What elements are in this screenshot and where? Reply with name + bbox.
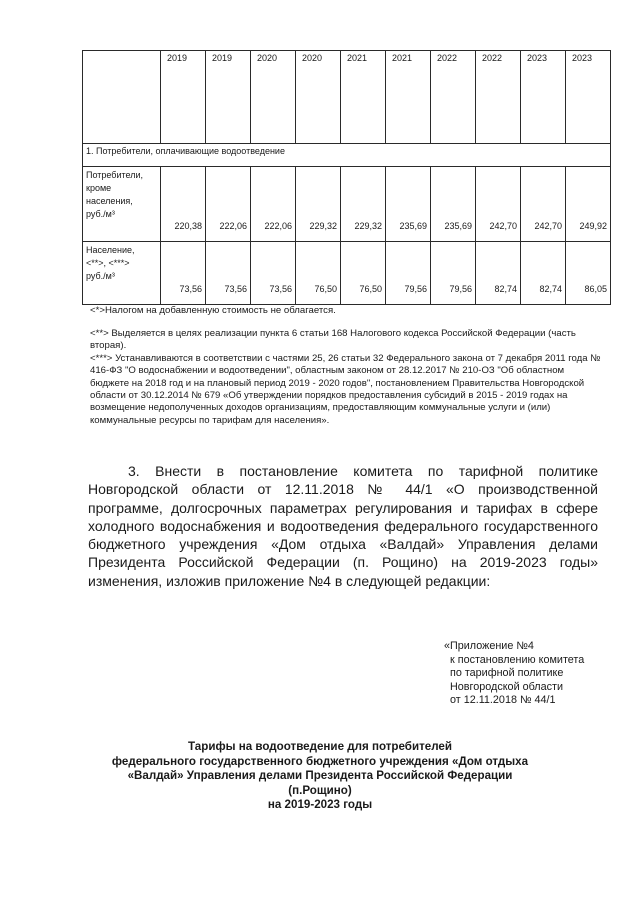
tariff-table bbox=[82, 50, 611, 305]
appendix-line: по тарифной политике bbox=[450, 667, 564, 680]
title-line: Тарифы на водоотведение для потребителей bbox=[188, 740, 452, 753]
tariff-value: 222,06 bbox=[251, 167, 296, 242]
year-header: 2020 bbox=[251, 51, 296, 144]
footnotes-block bbox=[90, 328, 605, 427]
amendment-text: 3. Внести в постановление комитета по тарифной политике Новгородской области от 12.11.2018 № 44/1 «О производственной программе, долгосрочных параметрах регулирования и тарифах в сфере холодного водоснабжения и водоотведения федерального государственного бюджетного учреждения «Дом отдыха «Валдай» Управления делами Президента Российской Федерации (п. Рощино) на 2019-2023 годы» изменения, изложив приложение №4 в следующей редакции: bbox=[88, 463, 598, 589]
tariff-value: 73,56 bbox=[161, 242, 206, 305]
year-header: 2021 bbox=[341, 51, 386, 144]
appendix-line: «Приложение №4 bbox=[444, 640, 534, 652]
row-label-line: населения, bbox=[86, 196, 133, 206]
year-header: 2019 bbox=[161, 51, 206, 144]
year-header: 2022 bbox=[476, 51, 521, 144]
title-line: на 2019-2023 годы bbox=[267, 798, 373, 812]
tariff-value: 222,06 bbox=[206, 167, 251, 242]
tariff-value: 229,32 bbox=[296, 167, 341, 242]
tariff-value: 235,69 bbox=[431, 167, 476, 242]
table-row bbox=[83, 167, 611, 242]
document-title bbox=[100, 740, 540, 813]
tariff-value: 86,05 bbox=[566, 242, 611, 305]
tariff-value: 76,50 bbox=[296, 242, 341, 305]
table-row bbox=[83, 242, 611, 305]
row-label-line: <**>, <***> bbox=[86, 258, 130, 268]
tariff-value: 82,74 bbox=[476, 242, 521, 305]
row-label-line: Потребители, bbox=[86, 170, 143, 180]
year-header: 2019 bbox=[206, 51, 251, 144]
row-label-line: Население, bbox=[86, 245, 135, 255]
tariff-value: 76,50 bbox=[341, 242, 386, 305]
title-line: «Валдай» Управления делами Президента Российской Федерации bbox=[127, 769, 513, 783]
year-header: 2022 bbox=[431, 51, 476, 144]
footnote-vat: <*>Налогом на добавленную стоимость не облагается. bbox=[90, 305, 336, 316]
tariff-value: 242,70 bbox=[521, 167, 566, 242]
appendix-header bbox=[444, 640, 584, 708]
footnote-tax-code: <**> Выделяется в целях реализации пункта 6 статьи 168 Налогового кодекса Российской Федерации (часть вторая). bbox=[90, 328, 576, 352]
tariff-value: 79,56 bbox=[431, 242, 476, 305]
year-header: 2023 bbox=[521, 51, 566, 144]
row-label-line: кроме bbox=[86, 183, 112, 193]
section-row bbox=[83, 144, 611, 167]
tariff-value: 229,32 bbox=[341, 167, 386, 242]
appendix-line: Новгородской области bbox=[450, 680, 563, 693]
section-title: 1. Потребители, оплачивающие водоотведение bbox=[83, 144, 611, 167]
header-empty-cell bbox=[83, 51, 161, 144]
tariff-value: 242,70 bbox=[476, 167, 521, 242]
title-line: федерального государственного бюджетного учреждения «Дом отдыха bbox=[111, 754, 529, 768]
tariff-value: 73,56 bbox=[206, 242, 251, 305]
tariff-value: 235,69 bbox=[386, 167, 431, 242]
row-label-line: руб./м³ bbox=[86, 271, 115, 281]
year-header: 2023 bbox=[566, 51, 611, 144]
amendment-paragraph bbox=[88, 462, 598, 590]
tariff-value: 79,56 bbox=[386, 242, 431, 305]
row-label-line: руб./м³ bbox=[86, 209, 115, 219]
tariff-value: 82,74 bbox=[521, 242, 566, 305]
footnote-federal-law: <***> Устанавливаются в соответствии с частями 25, 26 статьи 32 Федерального закона от 7 декабря 2011 года № 416-ФЗ "О водоснабжении и водоотведении", областным законом от 28.12.2017 № 210-ОЗ "Об областном бюджете на 2018 год и на плановый период 2019 - 2020 годов", постановлением Правительства Новгородской области от 30.12.2014 № 679 «Об утверждении порядков предоставления субсидий в 2015 - 2019 годах на возмещение недополученных доходов организациям, предоставляющим коммунальные услуги и (или) коммунальные ресурсы по тарифам для населения». bbox=[90, 352, 601, 426]
tariff-value: 249,92 bbox=[566, 167, 611, 242]
year-header: 2020 bbox=[296, 51, 341, 144]
row-label bbox=[83, 167, 161, 242]
table-header-row bbox=[83, 51, 611, 144]
tariff-value: 73,56 bbox=[251, 242, 296, 305]
year-header: 2021 bbox=[386, 51, 431, 144]
appendix-line: к постановлению комитета bbox=[450, 653, 585, 666]
title-line: (п.Рощино) bbox=[288, 783, 352, 797]
tariff-value: 220,38 bbox=[161, 167, 206, 242]
row-label bbox=[83, 242, 161, 305]
appendix-line: от 12.11.2018 № 44/1 bbox=[450, 694, 556, 707]
